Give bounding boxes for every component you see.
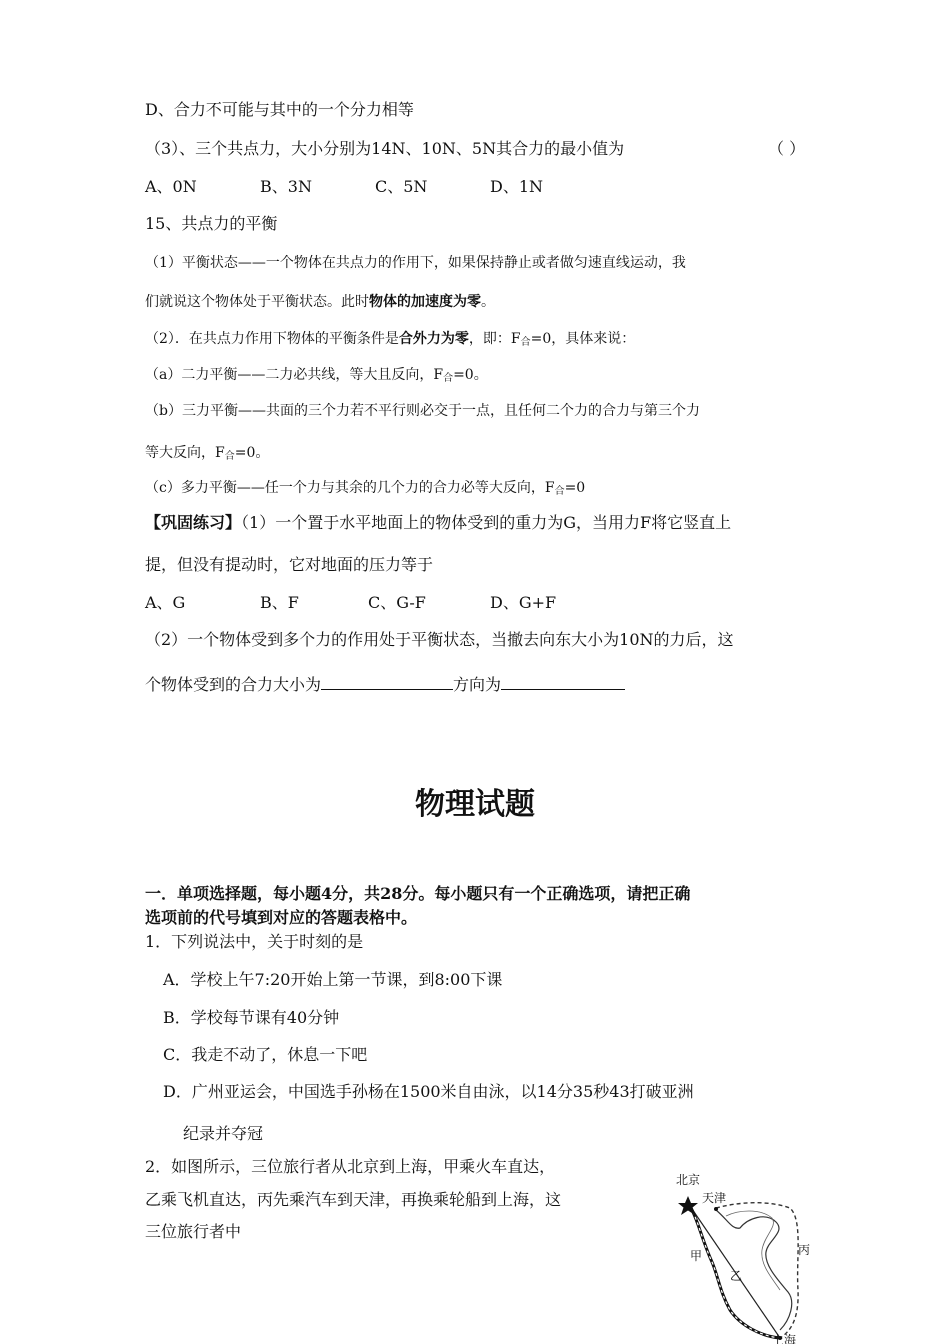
practice-line-1 (145, 515, 731, 531)
q1-option-d-line-2: 纪录并夺冠 (183, 1124, 264, 1143)
text: （2）．在共点力作用下物体的平衡条件是 (145, 331, 399, 347)
text: 们就说这个物体处于平衡状态。此时 (145, 294, 369, 310)
section-15-heading: 15、共点力的平衡 (145, 214, 278, 233)
practice-q2-line-2 (145, 675, 625, 693)
subscript: 合 (520, 337, 531, 348)
options-row-1 (145, 179, 543, 195)
q1-option-a: A．学校上午7:20开始上第一节课，到8:00下课 (163, 970, 503, 989)
text: 等大反向，F (145, 445, 225, 461)
answer-blank-1[interactable] (321, 675, 453, 690)
question-3-line (145, 141, 624, 157)
option-d: D、G+F (490, 593, 557, 612)
text: （c）多力平衡——任一个力与其余的几个力的合力必等大反向，F (145, 480, 555, 496)
option-b: B、F (260, 593, 299, 612)
question-2-line-1: 2．如图所示，三位旅行者从北京到上海，甲乘火车直达， (145, 1157, 556, 1176)
text: =0 (564, 480, 586, 496)
label-tianjin: 天津 (702, 1191, 727, 1205)
q1-option-d-line-1: D．广州亚运会，中国选手孙杨在1500米自由泳，以14分35秒43打破亚洲 (163, 1082, 694, 1101)
equilibrium-state-line-1: （1）平衡状态——一个物体在共点力的作用下，如果保持静止或者做匀速直线运动，我 (145, 255, 686, 271)
text: 方向为 (453, 675, 502, 694)
option-a: A、G (145, 593, 186, 612)
text: （1）一个置于水平地面上的物体受到的重力为G，当用力F将它竖直上 (241, 513, 732, 532)
two-force-line (145, 368, 488, 384)
equilibrium-condition-line (145, 332, 635, 348)
bold-text: 合外力为零 (398, 331, 469, 347)
option-a: A、0N (145, 177, 197, 196)
text: ，即：F (468, 331, 521, 347)
coastline (716, 1210, 792, 1330)
three-force-line-2 (145, 446, 269, 462)
three-force-line-1: （b）三力平衡——共面的三个力若不平行则必交于一点，且任何二个力的合力与第三个力 (145, 403, 700, 419)
practice-q2-line-1: （2）一个物体受到多个力的作用处于平衡状态，当撤去向东大小为10N的力后，这 (145, 630, 734, 649)
practice-heading: 【巩固练习】 (145, 513, 242, 532)
q1-option-b: B．学校每节课有40分钟 (163, 1008, 340, 1027)
label-shanghai: 上海 (772, 1333, 797, 1344)
answer-blank-2[interactable] (501, 675, 625, 690)
q1-option-c: C．我走不动了，休息一下吧 (163, 1045, 368, 1064)
option-c: C、G-F (368, 593, 426, 612)
option-d-line: D、合力不可能与其中的一个分力相等 (145, 100, 414, 119)
multi-force-line (145, 481, 585, 497)
section-1-instruction-2: 选项前的代号填到对应的答题表格中。 (145, 908, 418, 927)
label-jia: 甲 (690, 1249, 703, 1263)
section-1-instruction-1: 一．单项选择题，每小题4分，共28分。每小题只有一个正确选项，请把正确 (145, 884, 691, 903)
text: =0。 (453, 367, 488, 383)
question-2-line-3: 三位旅行者中 (145, 1222, 242, 1241)
label-bing: 丙 (798, 1243, 811, 1257)
exam-title: 物理试题 (415, 787, 535, 822)
subscript: 合 (554, 486, 565, 497)
text: （a）二力平衡——二力必共线，等大且反向，F (145, 367, 444, 383)
tianjin-dot-icon (714, 1207, 718, 1211)
text: 。 (481, 294, 495, 310)
label-beijing: 北京 (676, 1173, 701, 1187)
beijing-star-icon (678, 1196, 698, 1215)
route-map-figure (668, 1170, 818, 1344)
text: =0，具体来说： (530, 331, 636, 347)
subscript: 合 (443, 373, 454, 384)
text: =0。 (234, 445, 270, 461)
options-row-2 (145, 595, 556, 611)
option-b: B、3N (260, 177, 312, 196)
label-yi: 乙 (730, 1269, 743, 1283)
option-c: C、5N (375, 177, 428, 196)
subscript: 合 (224, 451, 235, 462)
question-3-text: （3）、三个共点力，大小分别为14N、10N、5N其合力的最小值为 (145, 139, 625, 158)
bold-text: 物体的加速度为零 (369, 294, 481, 310)
question-2-line-2: 乙乘飞机直达，丙先乘汽车到天津，再换乘轮船到上海，这 (145, 1190, 562, 1209)
option-d: D、1N (490, 177, 544, 196)
answer-paren: （ ） (768, 139, 806, 158)
practice-line-2: 提，但没有提动时，它对地面的压力等于 (145, 555, 434, 574)
text: 个物体受到的合力大小为 (145, 675, 322, 694)
question-1: 1．下列说法中，关于时刻的是 (145, 932, 364, 951)
equilibrium-state-line-2 (145, 295, 495, 309)
